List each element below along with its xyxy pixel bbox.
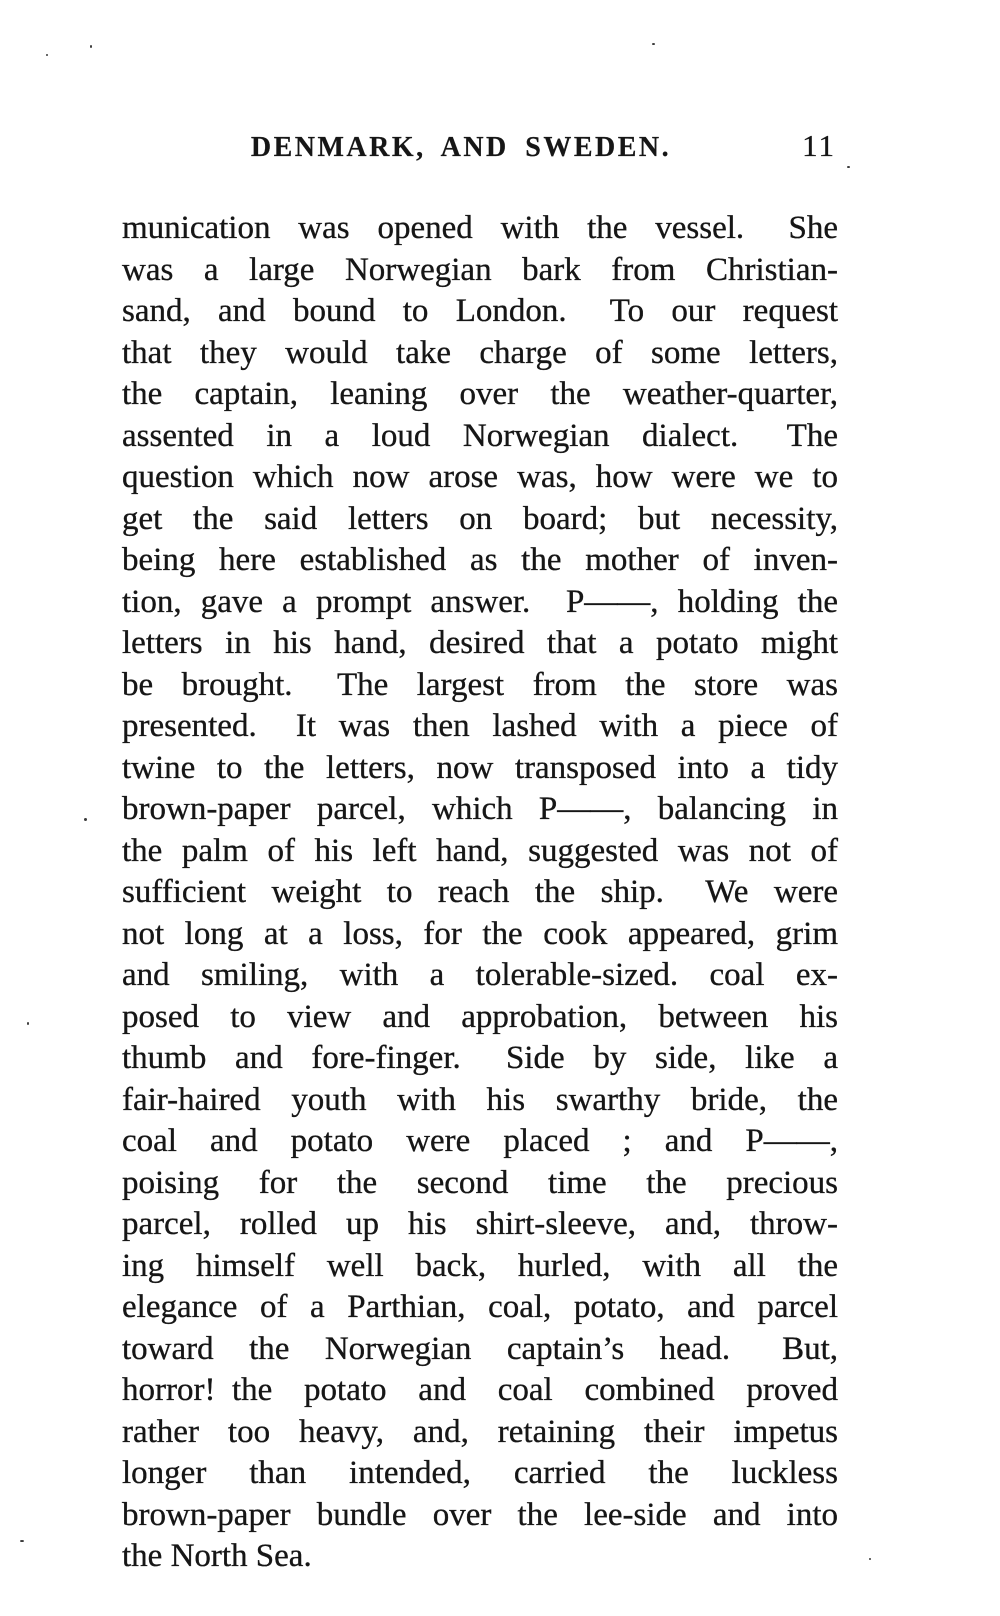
scan-speck [847,166,850,168]
scan-speck [27,1022,29,1025]
text-line: horror! the potato and coal combined proved [122,1372,838,1408]
scan-speck [652,43,655,45]
page-title: DENMARK, AND SWEDEN. [250,132,672,163]
text-line: be brought. The largest from the store was [122,666,838,703]
text-line: and smiling, with a tolerable-sized. coal ex- [122,957,838,993]
text-line: not long at a loss, for the cook appeared, grim [122,915,838,952]
scan-speck [869,1558,871,1560]
text-line: posed to view and approbation, between his [122,998,838,1035]
text-line: toward the Norwegian captain’s head. But, [122,1330,838,1367]
text-line: sand, and bound to London. To our request [122,293,838,329]
text-line: question which now arose was, how were we to [122,459,838,495]
body-text [122,208,838,1578]
text-line: ing himself well back, hurled, with all the [122,1247,838,1284]
text-line: brown-paper parcel, which P——, balancing in [122,791,838,827]
text-line: that they would take charge of some letters, [122,334,838,371]
text-line: twine to the letters, now transposed into a tidy [122,749,838,786]
text-line: fair-haired youth with his swarthy bride, the [122,1081,838,1118]
text-line: the North Sea. [122,1538,312,1574]
text-line: brown-paper bundle over the lee-side and into [122,1496,838,1533]
text-line: parcel, rolled up his shirt-sleeve, and, throw- [122,1206,838,1242]
text-line: thumb and fore-finger. Side by side, like a [122,1040,838,1076]
text-line: tion, gave a prompt answer. P——, holding the [122,583,838,620]
running-header [122,128,838,172]
text-line: rather too heavy, and, retaining their impetus [122,1413,838,1450]
text-line: coal and potato were placed ; and P——, [122,1123,838,1159]
scan-speck [46,54,48,56]
text-line: presented. It was then lashed with a piece of [122,708,838,744]
scan-speck [84,818,87,821]
text-line: munication was opened with the vessel. She [122,210,838,246]
text-line: longer than intended, carried the luckless [122,1455,838,1491]
text-line: elegance of a Parthian, coal, potato, and parcel [122,1289,838,1325]
text-line: sufficient weight to reach the ship. We were [122,874,838,910]
text-line: get the said letters on board; but necessity, [122,500,838,537]
text-line: the palm of his left hand, suggested was not of [122,832,838,869]
text-line: assented in a loud Norwegian dialect. The [122,417,838,454]
text-line: being here established as the mother of inven- [122,542,838,578]
page-number: 11 [802,128,836,163]
text-line: letters in his hand, desired that a potato might [122,625,838,661]
text-line: the captain, leaning over the weather-quarter, [122,376,838,412]
text-line: was a large Norwegian bark from Christian- [122,251,838,288]
scan-speck [20,1540,24,1542]
scan-speck [90,45,92,48]
text-line: poising for the second time the precious [122,1164,838,1201]
